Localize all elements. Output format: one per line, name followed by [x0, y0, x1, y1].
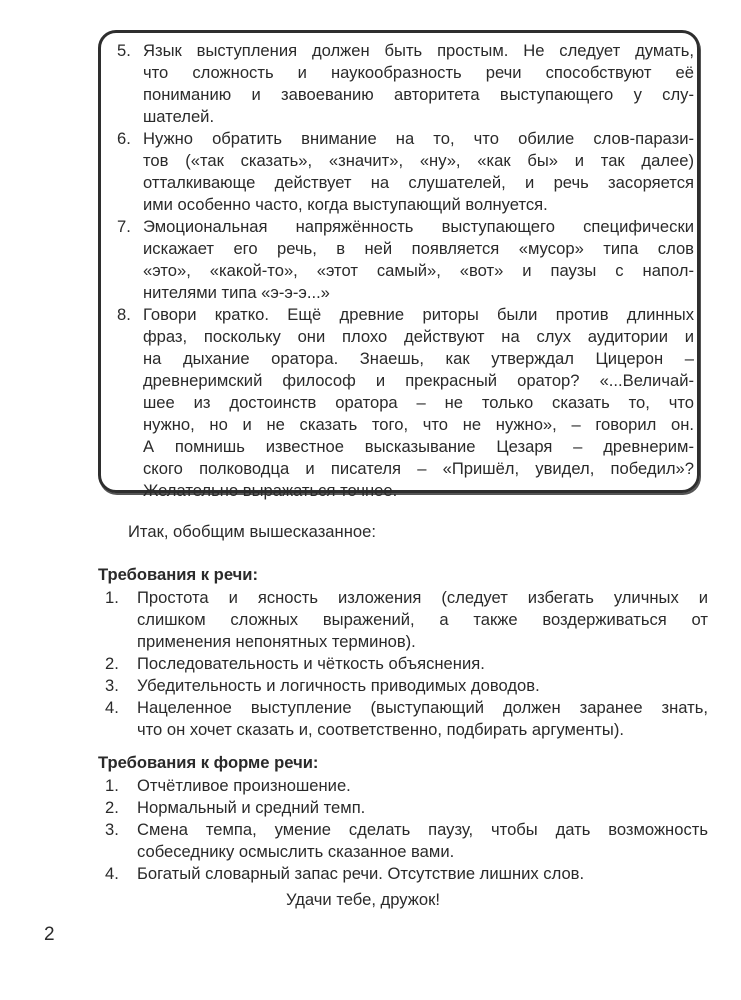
list-item: [117, 216, 694, 304]
item-text-line: Простота и ясность изложения (следует избегать уличных и: [137, 588, 708, 607]
item-text-line: А помнишь известное высказывание Цезаря – древнерим-: [143, 437, 694, 456]
item-number: 4.: [105, 864, 119, 883]
item-number: 1.: [105, 776, 119, 795]
item-text-line: Желательно выражаться точнее.: [143, 481, 398, 500]
item-text-line: Говори кратко. Ещё древние риторы были против длинных: [143, 305, 694, 324]
speech-requirements-list: [105, 587, 708, 741]
speech-requirements-title: Требования к речи:: [98, 565, 258, 584]
item-text-line: ими особенно часто, когда выступающий волнуется.: [143, 195, 548, 214]
item-number: 1.: [105, 588, 119, 607]
item-text-line: Эмоциональная напряжённость выступающего специфически: [143, 217, 694, 236]
item-number: 4.: [105, 698, 119, 717]
item-text-line: на дыхание оратора. Знаешь, как утверждал Цицерон –: [143, 349, 694, 368]
list-item: [117, 40, 694, 128]
summary-intro: Итак, обобщим вышесказанное:: [128, 522, 376, 541]
item-text-line: применения непонятных терминов).: [137, 632, 416, 651]
list-item: [105, 775, 708, 797]
item-text-line: шее из достоинств оратора – не только сказать то, что: [143, 393, 694, 412]
item-text-line: Нужно обратить внимание на то, что обилие слов-парази-: [143, 129, 694, 148]
item-text-line: Нацеленное выступление (выступающий должен заранее знать,: [137, 698, 708, 717]
item-text-line: собеседнику осмыслить сказанное вами.: [137, 842, 455, 861]
list-item: [117, 128, 694, 216]
item-text-line: нужно, но и не сказать того, что не нужно», – говорил он.: [143, 415, 694, 434]
page-number: 2: [44, 924, 55, 945]
item-text-line: что сложность и наукообразность речи способствуют её: [143, 63, 694, 82]
item-text-line: «это», «какой-то», «этот самый», «вот» и паузы с напол-: [143, 261, 694, 280]
item-text-line: Нормальный и средний темп.: [137, 798, 366, 817]
form-requirements-title: Требования к форме речи:: [98, 753, 319, 772]
item-text-line: слишком сложных выражений, а также воздерживаться от: [137, 610, 708, 629]
item-number: 7.: [117, 217, 131, 236]
item-text-line: отталкивающе действует на слушателей, и речь засоряется: [143, 173, 694, 192]
form-requirements-list: [105, 775, 708, 885]
list-item: [105, 819, 708, 863]
closing-text: Удачи тебе, дружок!: [286, 890, 440, 909]
item-number: 6.: [117, 129, 131, 148]
item-text-line: пониманию и завоеванию авторитета выступающего у слу-: [143, 85, 694, 104]
item-text-line: Убедительность и логичность приводимых доводов.: [137, 676, 540, 695]
item-text-line: шателей.: [143, 107, 215, 126]
item-number: 2.: [105, 798, 119, 817]
item-number: 5.: [117, 41, 131, 60]
item-text-line: что он хочет сказать и, соответственно, подбирать аргументы).: [137, 720, 624, 739]
item-number: 8.: [117, 305, 131, 324]
list-item: [117, 304, 694, 502]
item-text-line: тов («так сказать», «значит», «ну», «как бы» и так далее): [143, 151, 694, 170]
item-text-line: ского полководца и писателя – «Пришёл, увидел, победил»?: [143, 459, 694, 478]
list-item: [105, 675, 708, 697]
item-number: 3.: [105, 676, 119, 695]
list-item: [105, 587, 708, 653]
list-item: [105, 697, 708, 741]
list-item: [105, 797, 708, 819]
list-item: [105, 653, 708, 675]
list-item: [105, 863, 708, 885]
item-text-line: Смена темпа, умение сделать паузу, чтобы дать возможность: [137, 820, 708, 839]
item-text-line: Язык выступления должен быть простым. Не следует думать,: [143, 41, 694, 60]
item-text-line: Отчётливое произношение.: [137, 776, 351, 795]
item-number: 3.: [105, 820, 119, 839]
item-text-line: фраз, поскольку они плохо действуют на слух аудитории и: [143, 327, 694, 346]
item-text-line: искажает его речь, в ней появляется «мусор» типа слов: [143, 239, 694, 258]
tips-list: [117, 40, 694, 502]
item-text-line: нителями типа «э-э-э...»: [143, 283, 330, 302]
item-text-line: Последовательность и чёткость объяснения.: [137, 654, 485, 673]
item-number: 2.: [105, 654, 119, 673]
item-text-line: Богатый словарный запас речи. Отсутствие лишних слов.: [137, 864, 585, 883]
item-text-line: древнеримский философ и прекрасный оратор? «...Величай-: [143, 371, 694, 390]
